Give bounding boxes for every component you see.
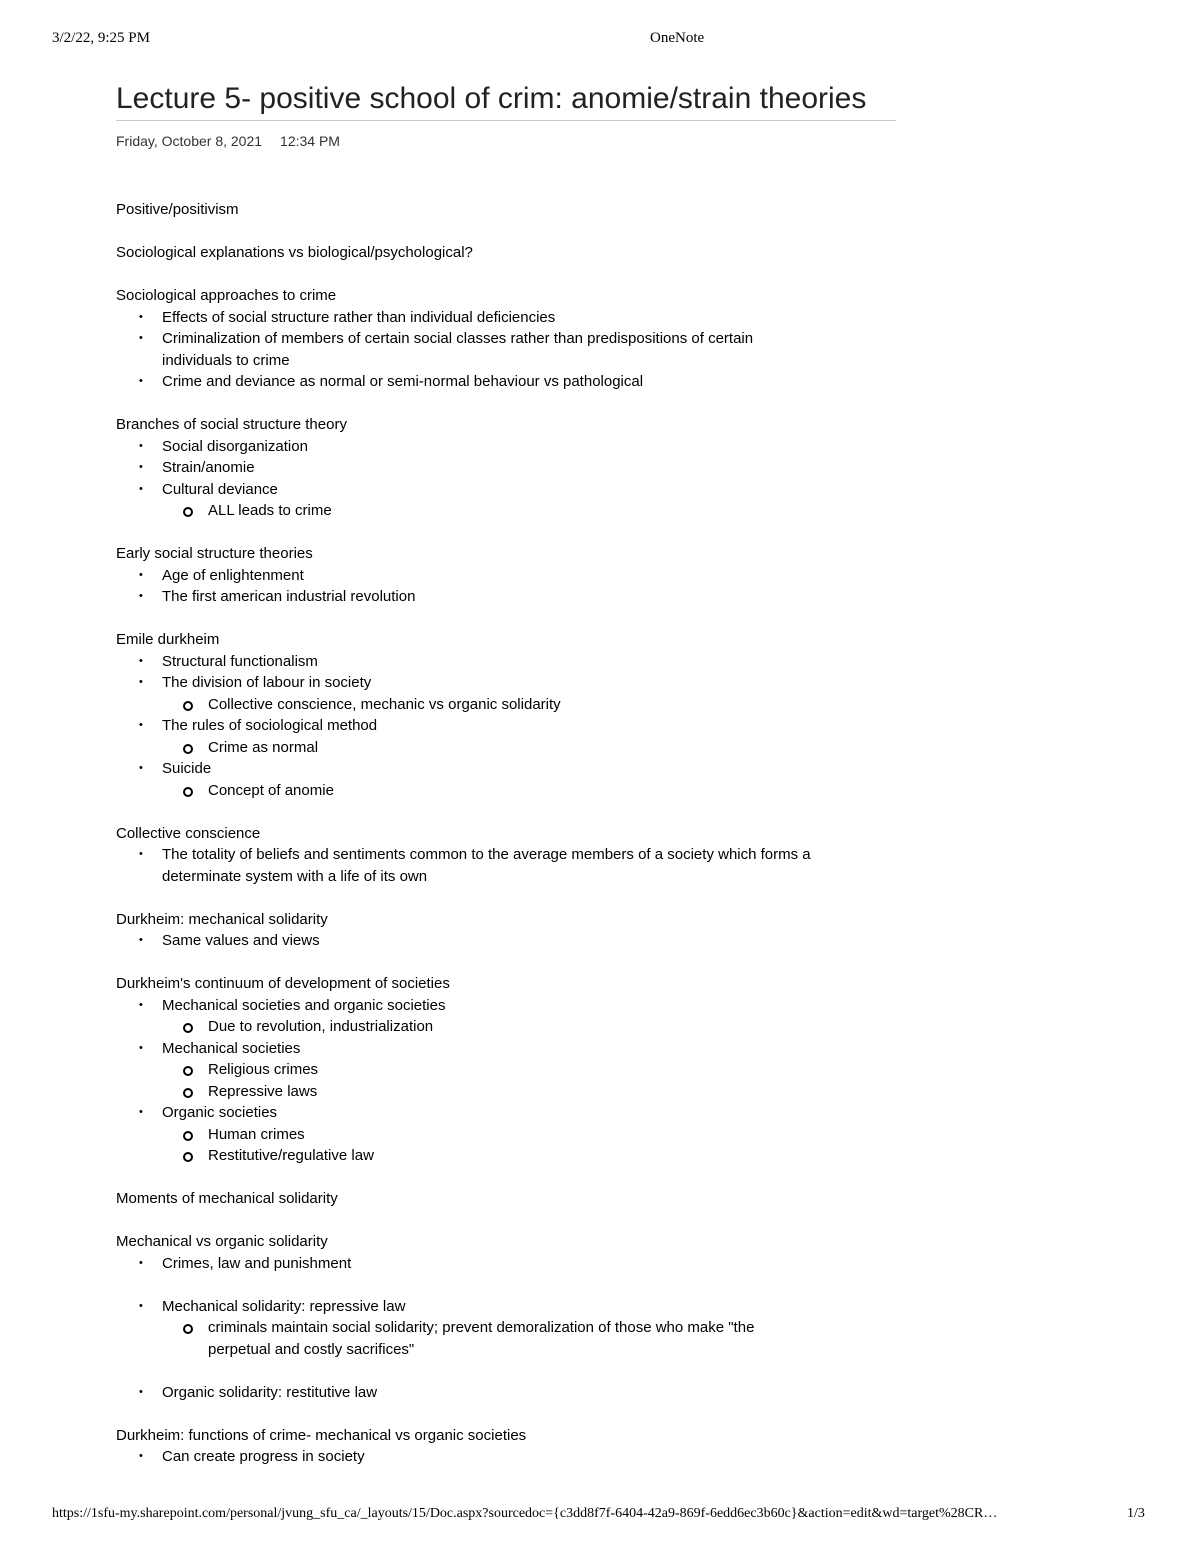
line-text: The division of labour in society xyxy=(162,674,372,691)
line-text: Effects of social structure rather than individual deficiencies xyxy=(162,308,556,326)
sub-bullet-item xyxy=(116,780,916,802)
line-text: Repressive laws xyxy=(208,1082,318,1100)
bullet-item xyxy=(116,436,916,458)
heading-line xyxy=(116,909,916,931)
line-text: Social disorganization xyxy=(162,437,308,455)
bullet-item xyxy=(116,565,916,587)
line-text: Criminalization of members of certain social classes rather than predispositions of certain xyxy=(162,330,754,347)
circle-bullet-icon xyxy=(183,1324,193,1334)
line-text: The rules of sociological method xyxy=(162,717,378,734)
line-text: Suicide xyxy=(162,760,212,777)
bullet-icon: • xyxy=(139,719,143,731)
circle-bullet-icon xyxy=(183,507,193,517)
line-text: The first american industrial revolution xyxy=(162,588,416,605)
bullet-icon: • xyxy=(139,310,143,323)
line-text: Strain/anomie xyxy=(162,459,255,476)
bullet-item xyxy=(116,1296,916,1318)
line-text: Branches of social structure theory xyxy=(116,416,347,433)
continuation-line xyxy=(116,350,916,372)
blank-line xyxy=(116,522,916,544)
blank-line xyxy=(116,221,916,243)
blank-line xyxy=(116,801,916,823)
bullet-item xyxy=(116,328,916,350)
page-date: Friday, October 8, 2021 xyxy=(116,133,263,149)
print-app-name: OneNote xyxy=(650,30,705,46)
line-text: Concept of anomie xyxy=(208,781,334,799)
heading-line xyxy=(116,973,916,995)
bullet-item xyxy=(116,586,916,608)
line-text: Same values and views xyxy=(162,932,320,949)
heading-line xyxy=(116,543,916,565)
bullet-icon: • xyxy=(139,1385,143,1398)
page-title[interactable]: Lecture 5- positive school of crim: anomie/strain theories xyxy=(116,80,896,121)
bullet-icon: • xyxy=(139,461,143,473)
sub-bullet-item xyxy=(116,1145,916,1167)
blank-line xyxy=(116,952,916,974)
line-text: Emile durkheim xyxy=(116,631,220,648)
bullet-item xyxy=(116,715,916,737)
bullet-item xyxy=(116,1446,916,1468)
bullet-icon: • xyxy=(139,332,143,344)
bullet-item xyxy=(116,479,916,501)
circle-bullet-icon xyxy=(183,1131,193,1141)
heading-line xyxy=(116,1425,916,1447)
circle-bullet-icon xyxy=(183,701,193,711)
circle-bullet-icon xyxy=(183,787,193,797)
blank-line xyxy=(116,1360,916,1382)
bullet-icon: • xyxy=(139,1041,143,1054)
blank-line xyxy=(116,1274,916,1296)
sub-bullet-item xyxy=(116,694,916,716)
bullet-icon: • xyxy=(139,482,143,495)
page-datetime xyxy=(116,133,340,149)
bullet-item xyxy=(116,1038,916,1060)
heading-line xyxy=(116,285,916,307)
line-text: Organic solidarity: restitutive law xyxy=(162,1383,378,1401)
bullet-icon: • xyxy=(139,568,143,581)
print-datetime: 3/2/22, 9:25 PM xyxy=(52,30,150,46)
note-body[interactable] xyxy=(116,199,916,1468)
bullet-item xyxy=(116,651,916,673)
line-text: Positive/positivism xyxy=(116,201,239,218)
sub-bullet-item xyxy=(116,1124,916,1146)
line-text: Durkheim's continuum of development of societies xyxy=(116,975,450,992)
line-text: The totality of beliefs and sentiments common to the average members of a society which forms a xyxy=(162,846,811,863)
line-text: Organic societies xyxy=(162,1104,278,1121)
heading-line xyxy=(116,823,916,845)
heading-line xyxy=(116,1188,916,1210)
line-text: Crime and deviance as normal or semi-normal behaviour vs pathological xyxy=(162,373,644,390)
line-text: Human crimes xyxy=(208,1125,305,1143)
page-time: 12:34 PM xyxy=(280,133,340,149)
line-text: Collective conscience, mechanic vs organic solidarity xyxy=(208,695,561,713)
continuation-line xyxy=(116,1339,916,1361)
circle-bullet-icon xyxy=(183,1152,193,1162)
line-text: Restitutive/regulative law xyxy=(208,1147,374,1164)
bullet-icon: • xyxy=(139,375,143,387)
blank-line xyxy=(116,608,916,630)
sub-bullet-item xyxy=(116,737,916,759)
bullet-icon: • xyxy=(139,762,143,774)
bullet-icon: • xyxy=(139,1299,143,1312)
line-text: Early social structure theories xyxy=(116,545,313,562)
bullet-icon: • xyxy=(139,848,143,860)
line-text: Crime as normal xyxy=(208,738,319,756)
blank-line xyxy=(116,887,916,909)
line-text: determinate system with a life of its own xyxy=(162,867,428,885)
line-text: Mechanical solidarity: repressive law xyxy=(162,1297,406,1315)
bullet-icon: • xyxy=(139,998,143,1011)
bullet-icon: • xyxy=(139,1106,143,1118)
sub-bullet-item xyxy=(116,1317,916,1339)
line-text: ALL leads to crime xyxy=(208,502,332,519)
line-text: Sociological approaches to crime xyxy=(116,287,337,304)
line-text: Moments of mechanical solidarity xyxy=(116,1190,338,1207)
bullet-icon: • xyxy=(139,1450,143,1462)
bullet-item xyxy=(116,844,916,866)
line-text: Mechanical vs organic solidarity xyxy=(116,1233,328,1250)
bullet-item xyxy=(116,672,916,694)
line-text: Due to revolution, industrialization xyxy=(208,1018,434,1035)
line-text: Crimes, law and punishment xyxy=(162,1254,352,1272)
bullet-icon: • xyxy=(139,590,143,602)
line-text: perpetual and costly sacrifices" xyxy=(208,1340,415,1358)
circle-bullet-icon xyxy=(183,1088,193,1098)
bullet-item xyxy=(116,1382,916,1404)
heading-line xyxy=(116,1231,916,1253)
line-text: Can create progress in society xyxy=(162,1448,365,1465)
circle-bullet-icon xyxy=(183,1066,193,1076)
bullet-icon: • xyxy=(139,654,143,667)
heading-line xyxy=(116,629,916,651)
line-text: Mechanical societies xyxy=(162,1039,301,1057)
heading-line xyxy=(116,414,916,436)
bullet-item xyxy=(116,930,916,952)
bullet-item xyxy=(116,307,916,329)
bullet-item xyxy=(116,371,916,393)
line-text: Collective conscience xyxy=(116,824,261,842)
bullet-item xyxy=(116,758,916,780)
bullet-icon: • xyxy=(139,934,143,946)
blank-line xyxy=(116,264,916,286)
sub-bullet-item xyxy=(116,1016,916,1038)
line-text: Durkheim: mechanical solidarity xyxy=(116,910,328,928)
line-text: Structural functionalism xyxy=(162,652,318,670)
line-text: Durkheim: functions of crime- mechanical vs organic societies xyxy=(116,1426,527,1444)
continuation-line xyxy=(116,866,916,888)
sub-bullet-item xyxy=(116,500,916,522)
circle-bullet-icon xyxy=(183,744,193,754)
print-url: https://1sfu-my.sharepoint.com/personal/jvung_sfu_ca/_layouts/15/Doc.aspx?sourcedoc={c3dd8f7f-6404-42a9-869f-6edd6ec3b60c}&action=edit&wd=target%28CR… xyxy=(52,1506,998,1521)
bullet-icon: • xyxy=(139,1256,143,1269)
heading-line xyxy=(116,199,916,221)
blank-line xyxy=(116,1167,916,1189)
bullet-item xyxy=(116,995,916,1017)
line-text: criminals maintain social solidarity; prevent demoralization of those who make "the xyxy=(208,1319,755,1336)
bullet-item xyxy=(116,1253,916,1275)
bullet-item xyxy=(116,1102,916,1124)
sub-bullet-item xyxy=(116,1081,916,1103)
blank-line xyxy=(116,1210,916,1232)
blank-line xyxy=(116,1403,916,1425)
line-text: Religious crimes xyxy=(208,1061,319,1078)
line-text: Mechanical societies and organic societies xyxy=(162,996,446,1014)
line-text: Age of enlightenment xyxy=(162,566,304,584)
sub-bullet-item xyxy=(116,1059,916,1081)
line-text: individuals to crime xyxy=(162,351,290,369)
heading-line xyxy=(116,242,916,264)
bullet-icon: • xyxy=(139,439,143,452)
bullet-icon: • xyxy=(139,676,143,688)
bullet-item xyxy=(116,457,916,479)
print-page-number: 1/3 xyxy=(1127,1506,1145,1521)
blank-line xyxy=(116,393,916,415)
line-text: Sociological explanations vs biological/psychological? xyxy=(116,244,473,261)
circle-bullet-icon xyxy=(183,1023,193,1033)
line-text: Cultural deviance xyxy=(162,480,278,498)
